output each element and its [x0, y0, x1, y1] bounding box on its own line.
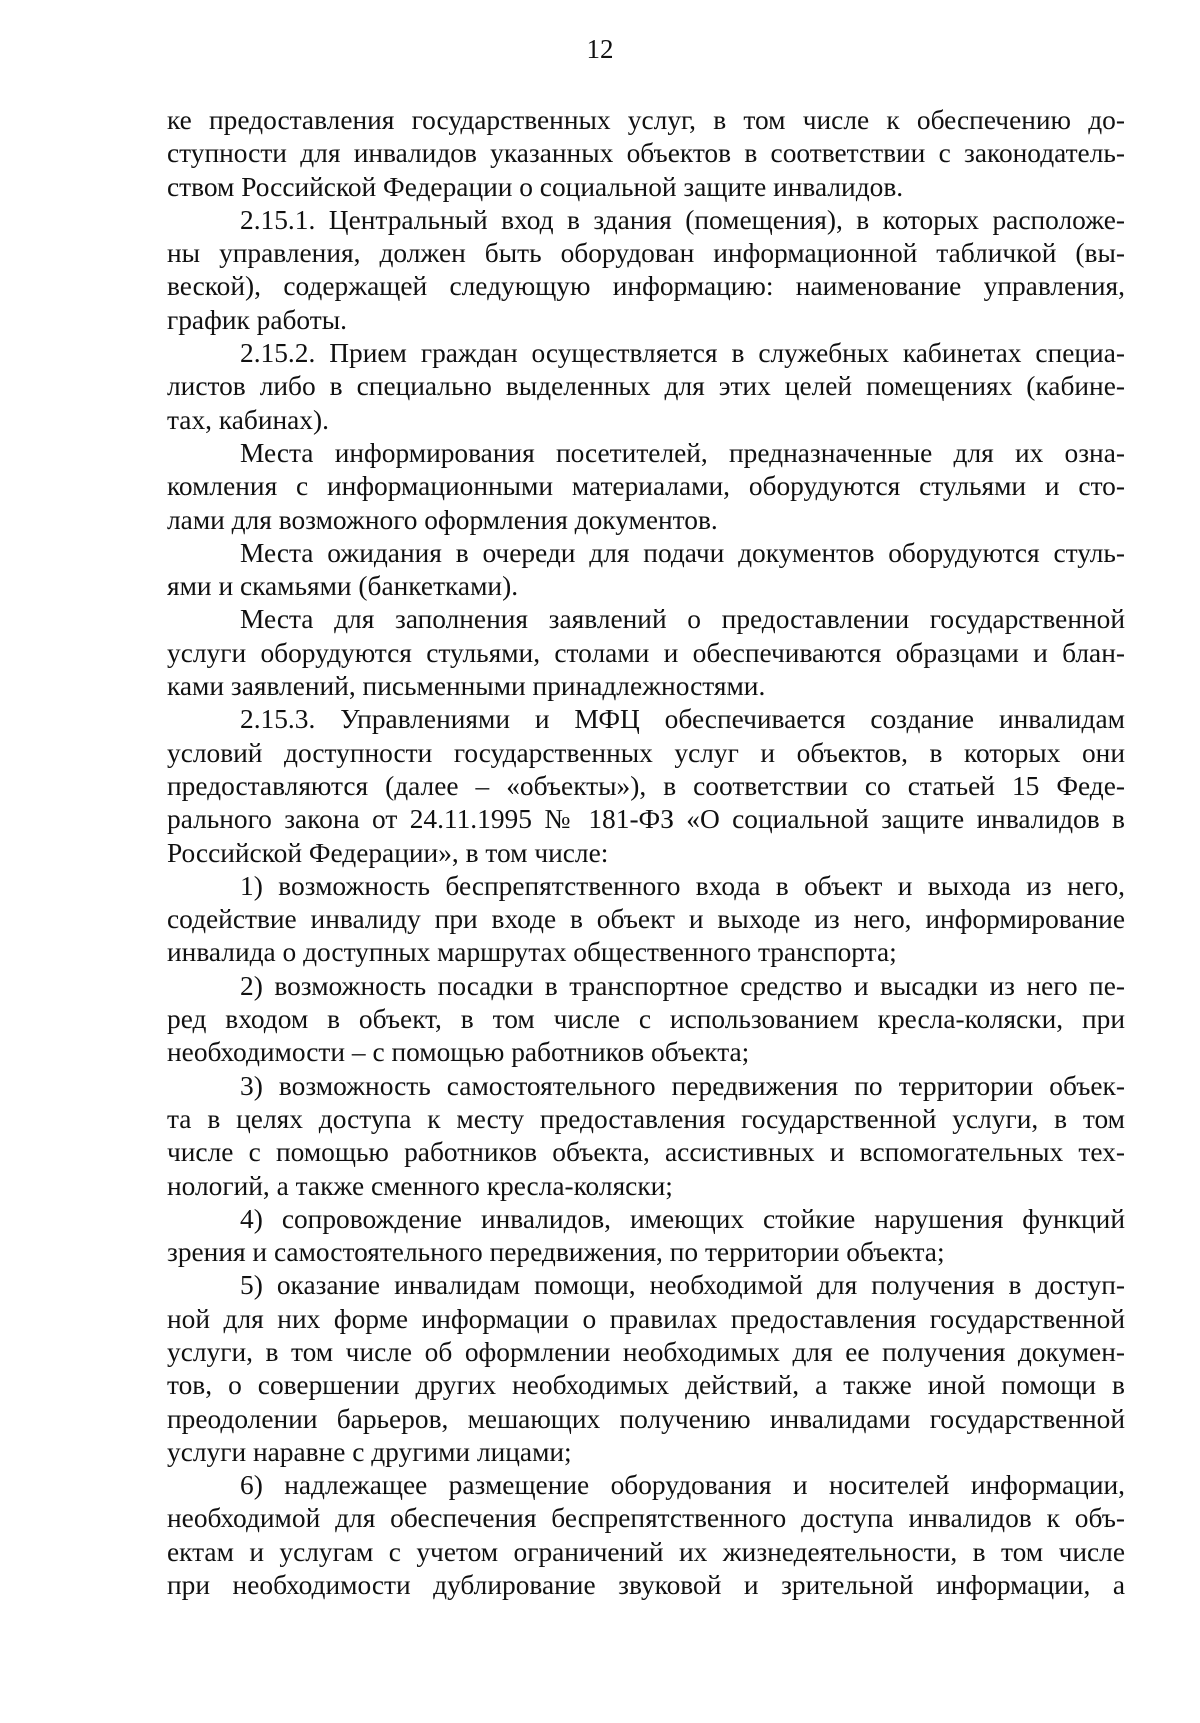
page-number: 12	[586, 34, 614, 64]
text-line: необходимой для обеспечения беспрепятственного доступа инвалидов к объ-	[167, 1503, 1125, 1534]
text-line: лами для возможного оформления документов.	[167, 504, 718, 535]
text-line: рального закона от 24.11.1995 № 181-ФЗ «О социальной защите инвалидов в	[167, 804, 1125, 835]
text-line: ками заявлений, письменными принадлежностями.	[167, 671, 766, 702]
text-line: 1) возможность беспрепятственного входа в объект и выхода из него,	[240, 870, 1125, 901]
text-line: ступности для инвалидов указанных объектов в соответствии с законодатель-	[167, 138, 1125, 169]
text-line: числе с помощью работников объекта, ассистивных и вспомогательных тех-	[167, 1137, 1125, 1168]
text-line: 6) надлежащее размещение оборудования и носителей информации,	[240, 1470, 1125, 1501]
text-line: зрения и самостоятельного передвижения, по территории объекта;	[167, 1237, 945, 1268]
document-body	[167, 104, 1125, 1602]
text-line: 3) возможность самостоятельного передвижения по территории объек-	[240, 1070, 1125, 1101]
text-line: Места информирования посетителей, предназначенные для их озна-	[240, 437, 1125, 468]
text-line: 2.15.2. Прием граждан осуществляется в служебных кабинетах специа-	[240, 338, 1125, 369]
text-line: при необходимости дублирование звуковой и зрительной информации, а	[167, 1570, 1125, 1601]
text-line: 5) оказание инвалидам помощи, необходимой для получения в доступ-	[240, 1270, 1125, 1301]
text-line: ны управления, должен быть оборудован информационной табличкой (вы-	[167, 238, 1125, 269]
text-line: ями и скамьями (банкетками).	[167, 571, 519, 602]
text-line: листов либо в специально выделенных для этих целей помещениях (кабине-	[167, 371, 1125, 402]
text-line: ред входом в объект, в том числе с использованием кресла-коляски, при	[167, 1004, 1125, 1035]
text-line: Российской Федерации», в том числе:	[167, 837, 609, 868]
text-line: тах, кабинах).	[167, 404, 329, 435]
text-line: ектам и услугам с учетом ограничений их жизнедеятельности, в том числе	[167, 1536, 1125, 1567]
text-line: 2.15.3. Управлениями и МФЦ обеспечивается создание инвалидам	[240, 704, 1125, 735]
text-line: Места ожидания в очереди для подачи документов оборудуются стуль-	[240, 537, 1125, 568]
text-line: инвалида о доступных маршрутах общественного транспорта;	[167, 937, 897, 968]
text-line: 2) возможность посадки в транспортное средство и высадки из него пе-	[240, 970, 1125, 1001]
text-line: ной для них форме информации о правилах предоставления государственной	[167, 1303, 1125, 1334]
text-line: нологий, а также сменного кресла-коляски;	[167, 1170, 673, 1201]
text-line: график работы.	[167, 304, 347, 335]
text-line: 4) сопровождение инвалидов, имеющих стойкие нарушения функций	[240, 1203, 1125, 1234]
text-line: преодолении барьеров, мешающих получению инвалидами государственной	[167, 1403, 1125, 1434]
text-line: веской), содержащей следующую информацию: наименование управления,	[167, 271, 1125, 302]
text-line: тов, о совершении других необходимых действий, а также иной помощи в	[167, 1370, 1125, 1401]
text-line: комления с информационными материалами, оборудуются стульями и сто-	[167, 471, 1125, 502]
text-line: содействие инвалиду при входе в объект и выходе из него, информирование	[167, 904, 1125, 935]
text-line: необходимости – с помощью работников объекта;	[167, 1037, 750, 1068]
text-line: 2.15.1. Центральный вход в здания (помещения), в которых расположе-	[240, 204, 1125, 235]
text-line: предоставляются (далее – «объекты»), в соответствии со статьей 15 Феде-	[167, 770, 1125, 801]
text-line: услуги оборудуются стульями, столами и обеспечиваются образцами и блан-	[167, 637, 1125, 668]
text-line: условий доступности государственных услуг и объектов, в которых они	[167, 737, 1125, 768]
text-line: услуги, в том числе об оформлении необходимых для ее получения докумен-	[167, 1336, 1125, 1367]
text-line: ке предоставления государственных услуг, в том числе к обеспечению до-	[167, 105, 1125, 135]
text-line: услуги наравне с другими лицами;	[167, 1436, 572, 1467]
text-line: Места для заполнения заявлений о предоставлении государственной	[240, 604, 1125, 635]
text-line: та в целях доступа к месту предоставления государственной услуги, в том	[167, 1103, 1125, 1134]
text-line: ством Российской Федерации о социальной защите инвалидов.	[167, 171, 904, 202]
